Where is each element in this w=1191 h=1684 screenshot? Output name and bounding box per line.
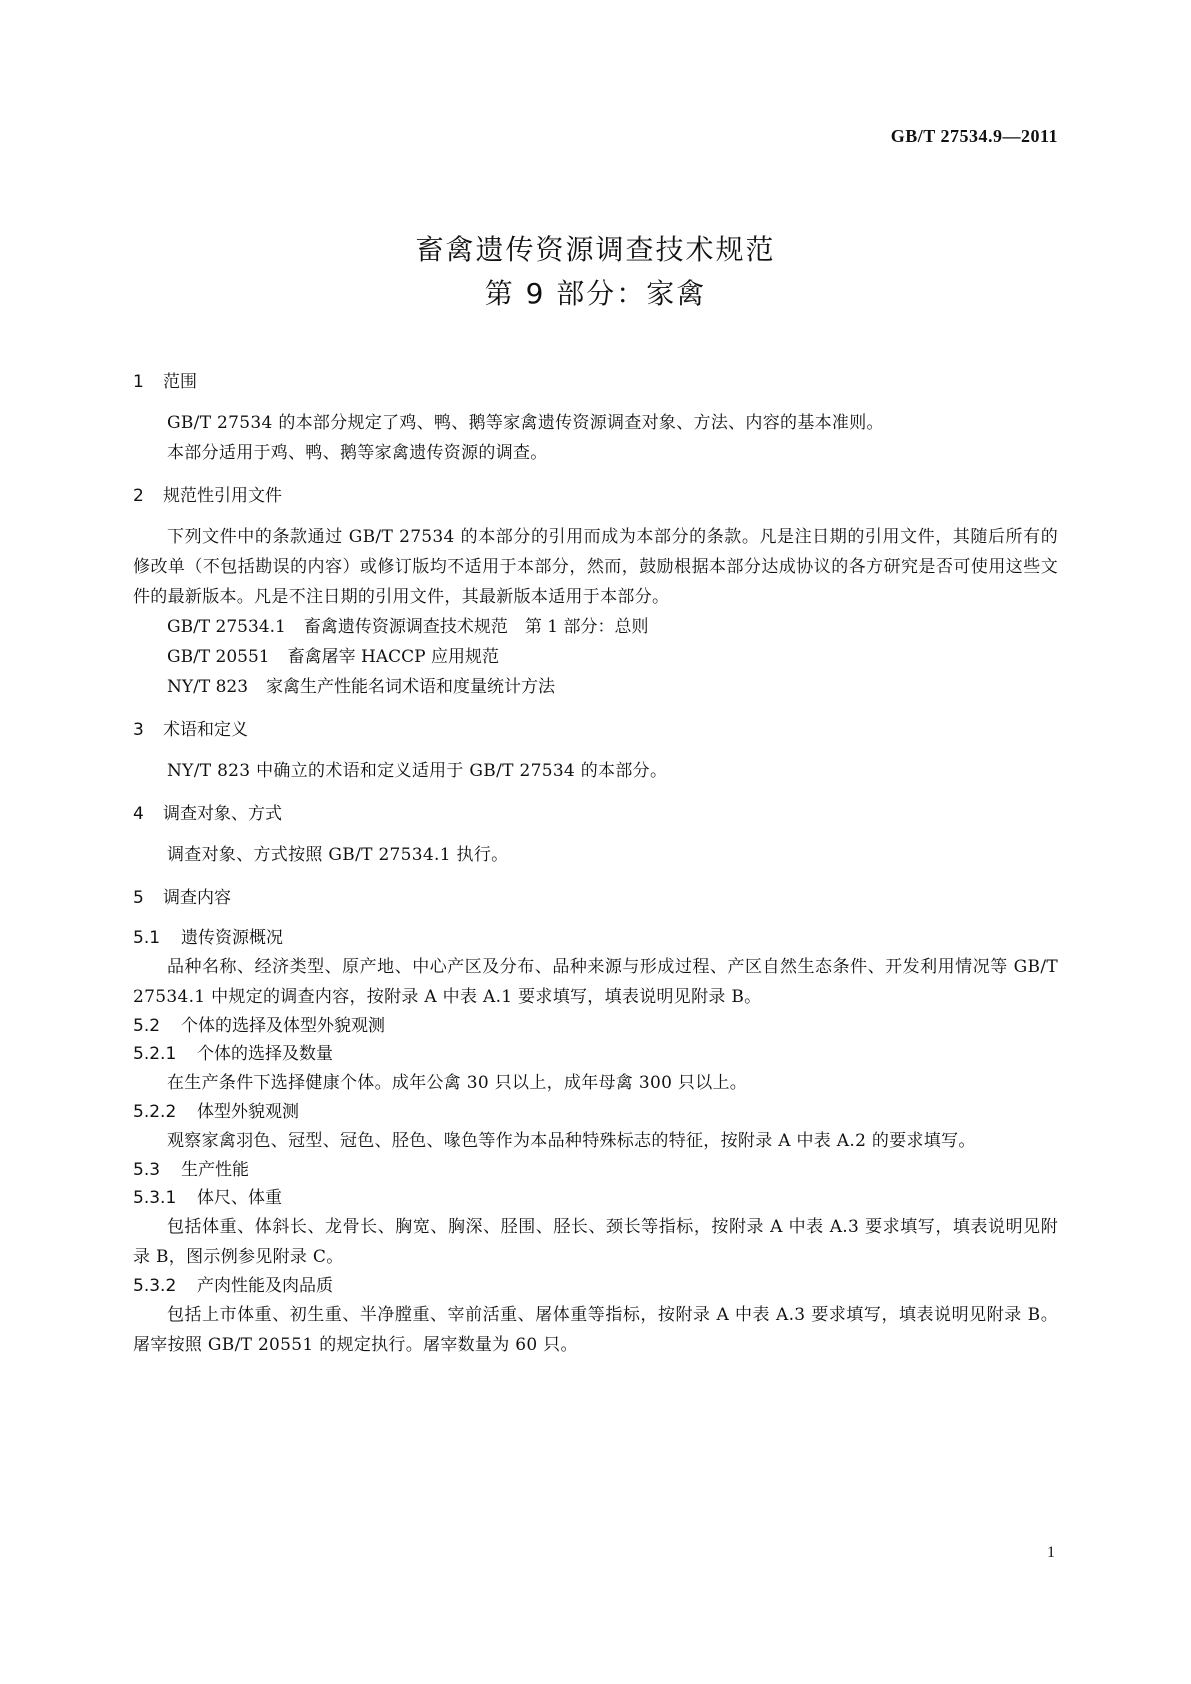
subsection-title: 体尺、体重 [197, 1188, 282, 1208]
section-title: 调查对象、方式 [163, 804, 282, 824]
reference-item [133, 672, 1058, 702]
section-number: 3 [133, 720, 144, 740]
section-heading-5 [133, 886, 1058, 910]
subsection-title: 遗传资源概况 [181, 928, 283, 948]
section-number: 4 [133, 804, 144, 824]
paragraph: 包括体重、体斜长、龙骨长、胸宽、胸深、胫围、胫长、颈长等指标，按附录 A 中表 A.3 要求填写，填表说明见附录 B，图示例参见附录 C。 [133, 1217, 1058, 1267]
paragraph: 本部分适用于鸡、鸭、鹅等家禽遗传资源的调查。 [167, 443, 548, 463]
section-heading-3 [133, 718, 1058, 742]
subsection-heading-5-2-2 [133, 1098, 1058, 1126]
paragraph: 在生产条件下选择健康个体。成年公禽 30 只以上，成年母禽 300 只以上。 [167, 1073, 748, 1093]
section-title: 范围 [163, 372, 197, 392]
subsection-number: 5.3.1 [133, 1188, 177, 1208]
document-title [0, 228, 1191, 316]
paragraph: 包括上市体重、初生重、半净膛重、宰前活重、屠体重等指标，按附录 A 中表 A.3 要求填写，填表说明见附录 B。屠宰按照 GB/T 20551 的规定执行。屠宰数量为 60 只。 [133, 1305, 1058, 1355]
subsection-number: 5.1 [133, 928, 161, 948]
section-number: 1 [133, 372, 144, 392]
subsection-title: 体型外貌观测 [197, 1102, 299, 1122]
paragraph: NY/T 823 中确立的术语和定义适用于 GB/T 27534 的本部分。 [167, 761, 668, 781]
subsection-number: 5.2.1 [133, 1044, 177, 1064]
subsection-heading-5-2-1 [133, 1040, 1058, 1068]
section-number: 5 [133, 888, 144, 908]
section-title: 术语和定义 [163, 720, 248, 740]
subsection-title: 生产性能 [181, 1160, 249, 1180]
subsection-title: 个体的选择及数量 [197, 1044, 333, 1064]
page-number: 1 [1047, 1544, 1055, 1561]
title-line-2: 第 9 部分：家禽 [484, 277, 707, 310]
reference-item [133, 612, 1058, 642]
paragraph: 调查对象、方式按照 GB/T 27534.1 执行。 [167, 845, 509, 865]
subsection-number: 5.2.2 [133, 1102, 177, 1122]
paragraph: GB/T 27534 的本部分规定了鸡、鸭、鹅等家禽遗传资源调查对象、方法、内容的基本准则。 [167, 413, 884, 433]
document-body [133, 370, 1058, 1360]
reference-code: GB/T 20551 [167, 647, 270, 667]
reference-code: NY/T 823 [167, 677, 249, 697]
subsection-title: 产肉性能及肉品质 [197, 1276, 333, 1296]
subsection-heading-5-1 [133, 924, 1058, 952]
subsection-number: 5.3 [133, 1160, 161, 1180]
paragraph: 品种名称、经济类型、原产地、中心产区及分布、品种来源与形成过程、产区自然生态条件、开发利用情况等 GB/T 27534.1 中规定的调查内容，按附录 A 中表 A.1 要求填写，填表说明见附录 B。 [133, 957, 1058, 1007]
reference-code: GB/T 27534.1 [167, 617, 286, 637]
subsection-heading-5-2 [133, 1012, 1058, 1040]
section-heading-2 [133, 484, 1058, 508]
section-heading-4 [133, 802, 1058, 826]
paragraph: 下列文件中的条款通过 GB/T 27534 的本部分的引用而成为本部分的条款。凡是注日期的引用文件，其随后所有的修改单（不包括勘误的内容）或修订版均不适用于本部分，然而，鼓励根据本部分达成协议的各方研究是否可使用这些文件的最新版本。凡是不注日期的引用文件，其最新版本适用于本部分。 [133, 527, 1058, 607]
subsection-title: 个体的选择及体型外貌观测 [181, 1016, 385, 1036]
standard-number: GB/T 27534.9—2011 [890, 126, 1058, 146]
title-line-1: 畜禽遗传资源调查技术规范 [415, 233, 776, 266]
section-title: 规范性引用文件 [163, 486, 282, 506]
reference-item [133, 642, 1058, 672]
reference-title: 家禽生产性能名词术语和度量统计方法 [266, 677, 556, 697]
section-number: 2 [133, 486, 144, 506]
subsection-number: 5.3.2 [133, 1276, 177, 1296]
subsection-heading-5-3-2 [133, 1272, 1058, 1300]
section-title: 调查内容 [163, 888, 231, 908]
subsection-heading-5-3-1 [133, 1184, 1058, 1212]
reference-title: 畜禽遗传资源调查技术规范 第 1 部分：总则 [303, 617, 649, 637]
section-heading-1 [133, 370, 1058, 394]
subsection-number: 5.2 [133, 1016, 161, 1036]
paragraph: 观察家禽羽色、冠型、冠色、胫色、喙色等作为本品种特殊标志的特征，按附录 A 中表 A.2 的要求填写。 [167, 1131, 976, 1151]
reference-title: 畜禽屠宰 HACCP 应用规范 [287, 647, 499, 667]
subsection-heading-5-3 [133, 1156, 1058, 1184]
